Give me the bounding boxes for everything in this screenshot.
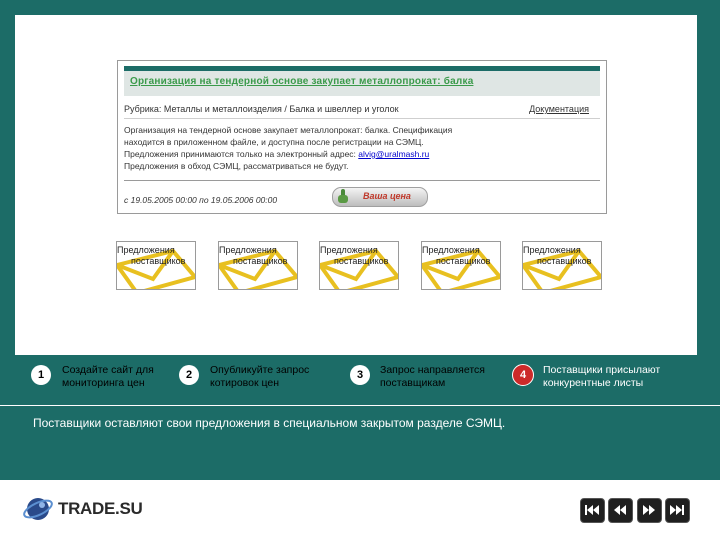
proposal-line: Предложения xyxy=(422,245,480,255)
step-3-number[interactable]: 3 xyxy=(350,365,370,385)
supplier-proposal-box[interactable] xyxy=(218,241,298,290)
first-slide-button[interactable] xyxy=(580,498,605,523)
tender-rubric: Рубрика: Металлы и металлоизделия / Балка и швеллер и уголок xyxy=(124,104,399,114)
proposal-line: поставщиков xyxy=(436,256,491,266)
proposal-label xyxy=(523,245,602,267)
proposal-label xyxy=(117,245,196,267)
description-line-email xyxy=(124,148,524,160)
description-line: находится в приложенном файле, и доступна после регистрации на СЭМЦ. xyxy=(124,137,424,147)
description-line: Организация на тендерной основе закупает металлопрокат: балка. Спецификация xyxy=(124,125,453,135)
step-2-number[interactable]: 2 xyxy=(179,365,199,385)
proposal-line: Предложения xyxy=(523,245,581,255)
email-link[interactable]: alvig@uralmash.ru xyxy=(358,149,430,159)
step-4-text: Поставщики присылают конкурентные листы xyxy=(543,364,661,389)
card-title-bar xyxy=(124,71,600,96)
first-icon xyxy=(584,504,600,516)
step-2-text: Опубликуйте запрос котировок цен xyxy=(210,364,310,389)
description-line: Предложения принимаются только на электронный адрес: xyxy=(124,149,359,159)
supplier-proposal-box[interactable] xyxy=(421,241,501,290)
your-price-button[interactable] xyxy=(332,187,428,207)
prev-icon xyxy=(612,504,628,516)
next-slide-button[interactable] xyxy=(637,498,662,523)
tender-title-link[interactable]: Организация на тендерной основе закупает металлопрокат: балка xyxy=(130,76,474,87)
globe-logo-icon xyxy=(22,493,54,525)
tender-description xyxy=(124,124,524,172)
last-slide-button[interactable] xyxy=(665,498,690,523)
caption-divider xyxy=(0,405,720,406)
proposal-label xyxy=(320,245,399,267)
proposal-line: поставщиков xyxy=(131,256,186,266)
your-price-label: Ваша цена xyxy=(363,191,411,201)
hand-icon xyxy=(337,189,349,204)
proposal-line: Предложения xyxy=(320,245,378,255)
proposal-line: Предложения xyxy=(117,245,175,255)
tender-card xyxy=(117,60,607,214)
card-separator-bottom xyxy=(124,180,600,181)
slide-caption: Поставщики оставляют свои предложения в специальном закрытом разделе СЭМЦ. xyxy=(33,416,506,430)
proposal-line: поставщиков xyxy=(537,256,592,266)
proposal-label xyxy=(422,245,501,267)
proposal-line: поставщиков xyxy=(233,256,288,266)
description-line: Предложения в обход СЭМЦ, рассматриваться не будут. xyxy=(124,161,349,171)
step-1-number[interactable]: 1 xyxy=(31,365,51,385)
proposal-label xyxy=(219,245,298,267)
proposal-line: поставщиков xyxy=(334,256,389,266)
card-separator xyxy=(124,118,600,119)
step-3-text: Запрос направляется поставщикам xyxy=(380,364,485,389)
supplier-proposal-box[interactable] xyxy=(522,241,602,290)
last-icon xyxy=(669,504,685,516)
supplier-proposal-box[interactable] xyxy=(116,241,196,290)
trade-su-logo xyxy=(22,493,152,525)
logo-text: TRADE.SU xyxy=(58,499,143,518)
documentation-link[interactable]: Документация xyxy=(529,104,589,114)
proposal-line: Предложения xyxy=(219,245,277,255)
previous-slide-button[interactable] xyxy=(608,498,633,523)
tender-dates: с 19.05.2005 00:00 по 19.05.2006 00:00 xyxy=(124,195,278,205)
supplier-proposal-box[interactable] xyxy=(319,241,399,290)
next-icon xyxy=(641,504,657,516)
step-1-text: Создайте сайт для мониторинга цен xyxy=(62,364,154,389)
step-4-number[interactable]: 4 xyxy=(512,364,534,386)
